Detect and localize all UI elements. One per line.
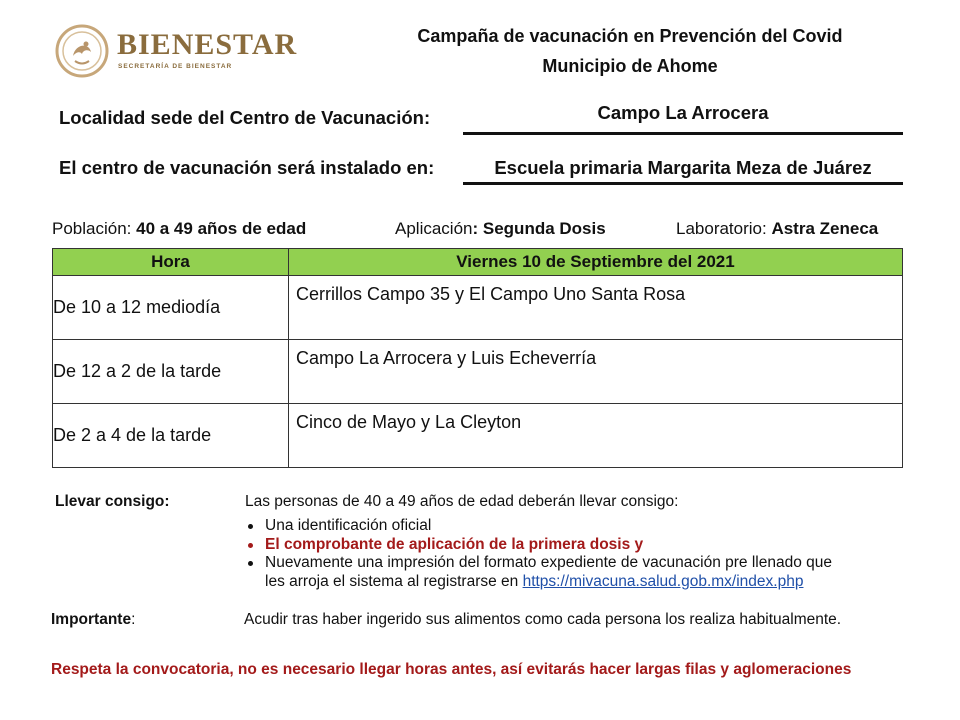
places-cell bbox=[289, 404, 903, 468]
list-item bbox=[245, 517, 925, 536]
header-hora: Hora bbox=[53, 249, 289, 276]
importante-text: Acudir tras haber ingerido sus alimentos como cada persona los realiza habitualmente. bbox=[244, 611, 842, 628]
list-item bbox=[245, 536, 925, 555]
centro-label: El centro de vacunación será instalado en: bbox=[59, 157, 435, 178]
laboratorio-info bbox=[676, 219, 878, 239]
mivacuna-link[interactable]: https://mivacuna.salud.gob.mx/index.php bbox=[522, 572, 804, 590]
importante-colon: : bbox=[131, 611, 136, 628]
places-text: Cinco de Mayo y La Cleyton bbox=[296, 412, 522, 432]
llevar-label: Llevar consigo: bbox=[55, 493, 170, 510]
aplicacion-value: : Segunda Dosis bbox=[472, 219, 606, 238]
importante-label-text: Importante bbox=[51, 611, 132, 628]
table-header-row bbox=[53, 249, 903, 276]
time-text: De 12 a 2 de la tarde bbox=[53, 361, 222, 381]
centro-underline bbox=[463, 182, 903, 185]
list-item bbox=[245, 554, 925, 591]
requirement-text-continued: les arroja el sistema al registrarse en bbox=[265, 572, 523, 590]
time-text: De 2 a 4 de la tarde bbox=[53, 425, 212, 445]
localidad-label: Localidad sede del Centro de Vacunación: bbox=[59, 107, 431, 128]
table-row bbox=[53, 276, 903, 340]
places-cell bbox=[289, 340, 903, 404]
footer-warning: Respeta la convocatoria, no es necesario llegar horas antes, así evitarás hacer largas filas y aglomeraciones bbox=[51, 661, 852, 678]
aplicacion-info bbox=[395, 219, 606, 239]
requirement-text: Una identificación oficial bbox=[265, 517, 432, 534]
centro-value: Escuela primaria Margarita Meza de Juárez bbox=[494, 157, 872, 178]
places-cell bbox=[289, 276, 903, 340]
requirement-text: El comprobante de aplicación de la primera dosis y bbox=[265, 535, 644, 553]
poblacion-label: Población: bbox=[52, 219, 137, 238]
time-cell bbox=[53, 340, 289, 404]
time-cell bbox=[53, 276, 289, 340]
places-text: Campo La Arrocera y Luis Echeverría bbox=[296, 348, 597, 368]
header-date: Viernes 10 de Septiembre del 2021 bbox=[289, 249, 903, 276]
mexican-seal-icon bbox=[55, 24, 109, 78]
requirements-intro: Las personas de 40 a 49 años de edad deberán llevar consigo: bbox=[245, 493, 679, 510]
requirement-text: Nuevamente una impresión del formato expediente de vacunación pre llenado que bbox=[265, 554, 832, 571]
municipio-title: Municipio de Ahome bbox=[542, 56, 718, 76]
table-row bbox=[53, 404, 903, 468]
poblacion-value: 40 a 49 años de edad bbox=[136, 219, 307, 238]
logo-subtitle: SECRETARÍA DE BIENESTAR bbox=[118, 63, 233, 70]
campaign-title: Campaña de vacunación en Prevención del Covid bbox=[417, 26, 843, 46]
importante-label bbox=[51, 611, 135, 629]
localidad-value: Campo La Arrocera bbox=[597, 102, 769, 123]
places-text: Cerrillos Campo 35 y El Campo Uno Santa Rosa bbox=[296, 284, 686, 304]
time-cell bbox=[53, 404, 289, 468]
aplicacion-label: Aplicación bbox=[395, 219, 473, 238]
table-row bbox=[53, 340, 903, 404]
requirements-list bbox=[245, 517, 925, 591]
localidad-underline bbox=[463, 132, 903, 135]
poblacion-info bbox=[52, 219, 306, 239]
logo-wordmark: BIENESTAR bbox=[117, 28, 298, 61]
time-text: De 10 a 12 mediodía bbox=[53, 297, 221, 317]
schedule-table bbox=[52, 248, 903, 468]
laboratorio-value: Astra Zeneca bbox=[771, 219, 879, 238]
laboratorio-label: Laboratorio: bbox=[676, 219, 772, 238]
